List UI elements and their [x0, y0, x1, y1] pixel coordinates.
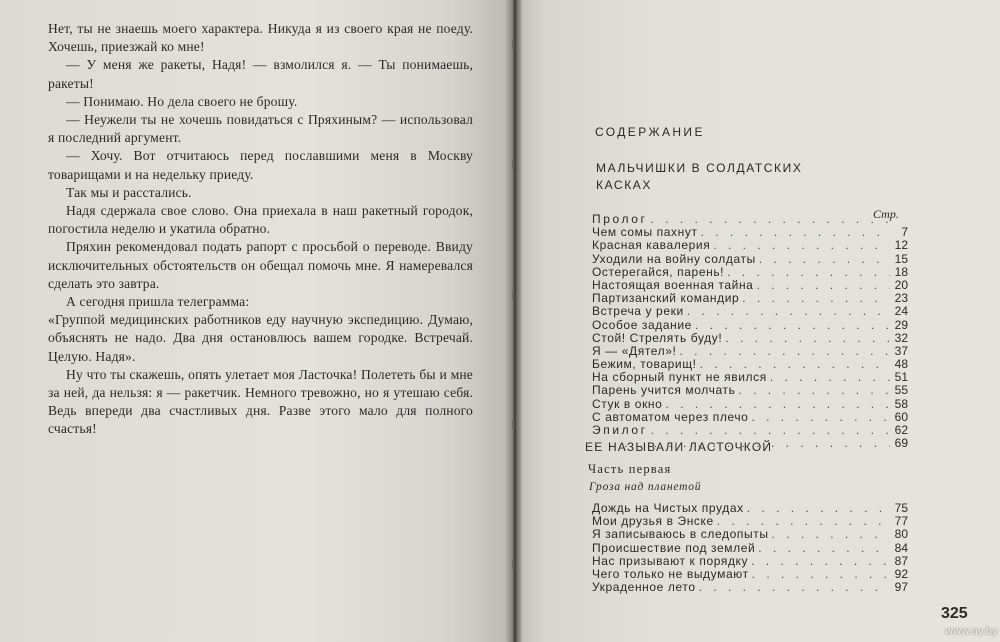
toc-dot-leader	[695, 319, 890, 332]
section-title: ЕЕ НАЗЫВАЛИ ЛАСТОЧКОЙ	[585, 440, 773, 454]
toc-dot-leader	[758, 542, 890, 555]
toc-entry	[592, 424, 908, 437]
toc-entry-title: Настоящая военная тайна	[592, 277, 754, 292]
toc-dot-leader	[738, 384, 890, 397]
toc-entry	[592, 398, 908, 411]
toc-entry-title: Происшествие под землей	[592, 540, 756, 555]
toc-entry-title: Я — «Дятел»!	[592, 343, 677, 358]
toc-dot-leader	[701, 226, 890, 239]
toc-entry-title: Встреча у реки	[592, 304, 684, 319]
toc-dot-leader	[651, 424, 890, 437]
toc-entry-page: 32	[894, 330, 908, 345]
toc-entry-title: С автоматом через плечо	[592, 409, 749, 424]
toc-entry	[592, 555, 908, 568]
toc-entry-title: Стук в окно	[592, 396, 663, 411]
toc-entry-title: Мои друзья в Энске	[592, 514, 714, 529]
toc-entry-title: Чем сомы пахнут	[592, 225, 698, 240]
toc-dot-leader	[752, 568, 890, 581]
part-title: Часть первая	[588, 462, 672, 476]
left-page-text	[48, 20, 473, 439]
toc-entry-page: 24	[894, 304, 908, 319]
binding-stitch	[512, 290, 514, 299]
toc-dot-leader	[751, 411, 890, 424]
toc-entry-page: 62	[894, 423, 908, 437]
section-title: МАЛЬЧИШКИ В СОЛДАТСКИХ КАСКАХ	[596, 161, 803, 192]
toc-entry-title: Уходили на войну солдаты	[592, 251, 756, 266]
paragraph: Нет, ты не знаешь моего характера. Никуда я из своего края не поеду. Хочешь, приезжай ко мне!	[48, 21, 473, 55]
paragraph: — Хочу. Вот отчитаюсь перед пославшими меня в Москву товарищами и на недельку приеду.	[48, 148, 473, 182]
toc-entry	[592, 266, 908, 279]
toc-entry-title: Бежим, товарищ!	[592, 357, 697, 372]
toc-entry-page: 92	[894, 566, 908, 581]
toc-entry-title: Украденное лето	[592, 580, 696, 595]
paragraph: «Группой медицинских работников еду научную экспедицию. Думаю, объяснять не надо. Два дня остановлюсь вашем городке. Встречай. Целую. Надя».	[48, 312, 473, 364]
paragraph: — У меня же ракеты, Надя! — взмолился я. — Ты понимаешь, ракеты!	[48, 57, 473, 91]
subpart-title: Гроза над планетой	[589, 481, 702, 493]
paragraph: — Неужели ты не хочешь повидаться с Пряхиным? — использовал я последний аргумент.	[48, 112, 473, 146]
toc-entry-page: 75	[894, 501, 908, 515]
watermark: www.ay.by	[945, 626, 998, 637]
toc-entry-page: 37	[894, 343, 908, 358]
toc-entry-page: 23	[894, 291, 908, 306]
toc-dot-leader	[759, 253, 890, 266]
toc-title: СОДЕРЖАНИЕ	[595, 125, 705, 139]
toc-entry	[592, 332, 908, 345]
binding-stitch	[512, 560, 514, 569]
toc-entry	[592, 319, 908, 332]
paragraph: Так мы и расстались.	[66, 184, 192, 200]
paragraph: — Понимаю. Но дела своего не брошу.	[66, 93, 298, 109]
toc-dot-leader	[772, 528, 890, 541]
toc-entry-page: 29	[894, 317, 908, 332]
toc-entry-page: 77	[894, 514, 908, 529]
toc-entry-page: 80	[894, 527, 908, 542]
toc-entry-page: 20	[894, 277, 908, 292]
toc-entry-page: 51	[894, 370, 908, 385]
toc-entry-page: 55	[894, 383, 908, 398]
toc-entry-title: Стой! Стрелять буду!	[592, 330, 723, 345]
toc-entry	[592, 528, 908, 541]
page-column-label: Стр.	[873, 207, 899, 221]
toc-dot-leader	[742, 292, 890, 305]
toc-entry	[592, 239, 908, 252]
toc-entry	[592, 581, 908, 594]
toc-entry-page: 58	[894, 396, 908, 411]
binding-stitch	[512, 40, 514, 49]
toc-list-section-2	[592, 502, 908, 594]
toc-dot-leader	[687, 305, 890, 318]
toc-dot-leader	[747, 502, 890, 515]
toc-entry-title: Я записываюсь в следопыты	[592, 527, 769, 542]
paragraph: Надя сдержала свое слово. Она приехала в наш ракетный городок, погостила неделю и укатила обратно.	[48, 203, 473, 237]
toc-entry-page: 12	[894, 238, 908, 253]
toc-list-section-1	[592, 213, 908, 450]
toc-entry-title: Красная кавалерия	[592, 238, 711, 253]
toc-entry-page: 18	[894, 264, 908, 279]
toc-entry-title: Эпилог	[592, 423, 648, 437]
paragraph: Ну что ты скажешь, опять улетает моя Ласточка! Полететь бы и мне за ней, да нельзя: я — ракетчик. Немного тревожно, но я утешаю себя. Ведь впереди два счастливых дня. Разве этого мало для полного счастья!	[48, 366, 473, 437]
toc-dot-leader	[665, 398, 890, 411]
toc-entry-title: Чего только не выдумают	[592, 566, 749, 581]
book-gutter	[505, 0, 523, 642]
binding-stitch	[512, 160, 514, 169]
toc-entry-page: 48	[894, 357, 908, 372]
toc-entry-title: Остерегайся, парень!	[592, 264, 725, 279]
toc-entry	[592, 542, 908, 555]
toc-entry-title: На сборный пункт не явился	[592, 370, 767, 385]
toc-dot-leader	[699, 581, 890, 594]
toc-entry-title: Особое задание	[592, 317, 692, 332]
page-number: 325	[941, 605, 968, 622]
toc-dot-leader	[751, 555, 890, 568]
toc-entry-page: 15	[894, 251, 908, 266]
toc-dot-leader	[679, 345, 890, 358]
binding-stitch	[512, 420, 514, 429]
toc-dot-leader	[725, 332, 890, 345]
toc-entry-page: 60	[894, 409, 908, 424]
toc-entry-page: 87	[894, 553, 908, 568]
toc-dot-leader	[770, 371, 890, 384]
toc-entry-page: 69	[894, 436, 908, 451]
toc-entry	[592, 305, 908, 318]
toc-dot-leader	[756, 279, 890, 292]
paragraph: Пряхин рекомендовал подать рапорт с просьбой о переводе. Ввиду исключительных обстоятельств он обещал помочь мне. Я намеревался сделать это завтра.	[48, 239, 473, 291]
toc-entry-title: Парень учится молчать	[592, 383, 736, 398]
toc-entry	[592, 384, 908, 397]
toc-dot-leader	[713, 239, 890, 252]
paragraph: А сегодня пришла телеграмма:	[66, 294, 250, 310]
toc-dot-leader	[727, 266, 890, 279]
toc-entry-title: Дождь на Чистых прудах	[592, 501, 744, 515]
toc-entry-title: Нас призывают к порядку	[592, 553, 749, 568]
toc-entry-page: 7	[901, 225, 908, 240]
toc-entry	[592, 253, 908, 266]
toc-entry-title: Пролог	[592, 212, 648, 226]
toc-entry-page: 84	[894, 540, 908, 555]
toc-entry-title: Партизанский командир	[592, 291, 740, 306]
toc-entry-page: 97	[894, 580, 908, 595]
